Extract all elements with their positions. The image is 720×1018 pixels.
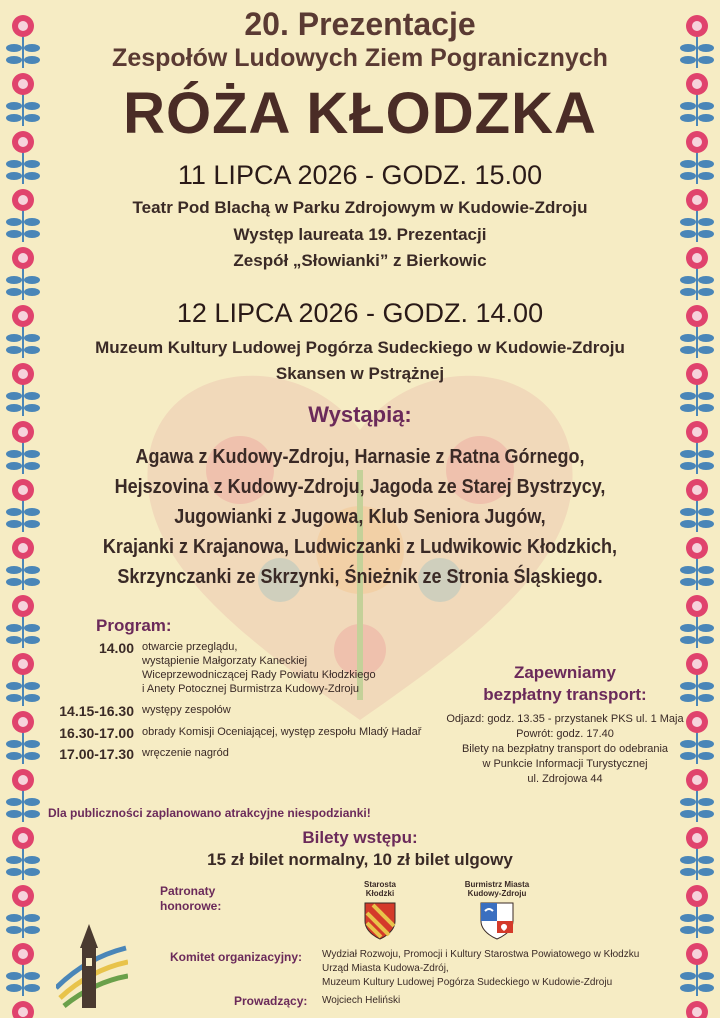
- folk-flower-icon: [680, 363, 714, 416]
- folk-flower-icon: [6, 827, 40, 880]
- program-time: 17.00-17.30: [59, 746, 134, 762]
- host-name: Wojciech Heliński: [322, 995, 401, 1006]
- patronage-label-line: honorowe:: [160, 899, 222, 913]
- program-time: 14.00: [98, 640, 134, 656]
- program-desc-line: i Anety Potocznej Burmistrza Kudowy-Zdroju: [142, 683, 360, 695]
- program-desc-line: wystąpienie Małgorzaty Kaneckiej: [142, 655, 308, 667]
- transport-title-2: bezpłatny transport:: [483, 685, 647, 704]
- patronage-label-line: Patronaty: [160, 884, 216, 898]
- crest-label: Burmistrz Miasta: [464, 880, 530, 889]
- folk-flower-icon: [6, 1001, 40, 1018]
- program-desc-line: Wiceprzewodniczącej Rady Powiatu Kłodzkiego: [142, 669, 376, 681]
- performers-title: Wystąpią:: [308, 402, 412, 427]
- folk-flower-icon: [6, 305, 40, 358]
- folk-flower-border-right-icon: [674, 0, 720, 1018]
- folk-flower-icon: [680, 885, 714, 938]
- tickets-title: Bilety wstępu:: [302, 828, 418, 847]
- folk-flower-icon: [6, 479, 40, 532]
- day2-venue2: Skansen w Pstrążnej: [275, 364, 445, 383]
- folk-flower-icon: [6, 943, 40, 996]
- performers-line: Krajanki z Krajanowa, Ludwiczanki z Ludwikowic Kłodzkich,: [102, 536, 618, 558]
- folk-flower-icon: [680, 305, 714, 358]
- day2-date: 12 LIPCA 2026 - GODZ. 14.00: [176, 298, 544, 328]
- program-desc: [142, 640, 376, 696]
- program-row: [48, 725, 438, 741]
- folk-flower-icon: [6, 769, 40, 822]
- day2-venue: Muzeum Kultury Ludowej Pogórza Sudeckiego w Kudowie-Zdroju: [95, 338, 625, 357]
- folk-flower-icon: [6, 595, 40, 648]
- folk-flower-icon: [6, 421, 40, 474]
- folk-flower-icon: [680, 131, 714, 184]
- crest-label: Kudowy-Zdroju: [467, 889, 527, 898]
- transport-title-1: Zapewniamy: [513, 663, 617, 682]
- folk-flower-icon: [6, 247, 40, 300]
- folk-flower-icon: [680, 421, 714, 474]
- day1-date: 11 LIPCA 2026 - GODZ. 15.00: [177, 160, 543, 190]
- transport-line: Powrót: godz. 17.40: [516, 728, 614, 740]
- program-row: [48, 703, 438, 719]
- folk-flower-icon: [680, 827, 714, 880]
- folk-flower-icon: [680, 479, 714, 532]
- folk-flower-border-left-icon: [0, 0, 46, 1018]
- folk-flower-icon: [680, 15, 714, 68]
- performers-list: [46, 442, 674, 592]
- patronage-label: [160, 884, 240, 914]
- transport-line: Odjazd: godz. 13.35 - przystanek PKS ul. 1 Maja: [446, 713, 684, 725]
- program-time: 16.30-17.00: [59, 725, 134, 741]
- committee-text: [322, 948, 639, 990]
- performers-line: Jugowianki z Jugowa, Klub Seniora Jugów,: [174, 506, 546, 528]
- program-row: [48, 746, 438, 762]
- program-desc: obrady Komisji Oceniającej, występ zespołu Mladý Hadař: [142, 726, 422, 738]
- folk-flower-icon: [6, 711, 40, 764]
- folk-flower-icon: [6, 73, 40, 126]
- program-desc: występy zespołów: [142, 704, 231, 716]
- crest-label: Kłodzki: [365, 889, 395, 898]
- edition-title: 20. Prezentacje: [244, 6, 476, 42]
- folk-flower-icon: [680, 73, 714, 126]
- kudowa-crest-icon: [479, 901, 515, 941]
- day1-note1: Występ laureata 19. Prezentacji: [233, 225, 487, 244]
- committee-line: Muzeum Kultury Ludowej Pogórza Sudeckiego w Kudowie-Zdroju: [322, 977, 613, 988]
- crest-starosta: [345, 880, 415, 941]
- folk-flower-icon: [680, 247, 714, 300]
- committee-label: Komitet organizacyjny:: [170, 950, 303, 964]
- folk-flower-icon: [680, 595, 714, 648]
- transport-line: ul. Zdrojowa 44: [527, 773, 603, 785]
- folk-flower-icon: [6, 885, 40, 938]
- program-row: [48, 640, 438, 696]
- folk-flower-icon: [6, 15, 40, 68]
- performers-line: Skrzynczanki ze Skrzynki, Śnieżnik ze Stronia Śląskiego.: [117, 566, 603, 588]
- folk-flower-icon: [6, 363, 40, 416]
- event-title: RÓŻA KŁODZKA: [123, 81, 597, 146]
- folk-flower-icon: [680, 943, 714, 996]
- folk-flower-icon: [680, 1001, 714, 1018]
- folk-flower-icon: [6, 189, 40, 242]
- crest-label: Starosta: [363, 880, 396, 889]
- program-desc: wręczenie nagród: [142, 747, 229, 759]
- kłodzko-crest-icon: [363, 901, 397, 941]
- folk-flower-icon: [6, 537, 40, 590]
- folk-flower-icon: [680, 189, 714, 242]
- surprise-note: Dla publiczności zaplanowano atrakcyjne niespodzianki!: [48, 806, 371, 820]
- committee-line: Urząd Miasta Kudowa-Zdrój,: [322, 963, 449, 974]
- performers-line: Agawa z Kudowy-Zdroju, Harnasie z Ratna Górnego,: [135, 446, 585, 468]
- program-time: 14.15-16.30: [59, 703, 134, 719]
- transport-line: w Punkcie Informacji Turystycznej: [482, 758, 648, 770]
- crest-burmistrz: [452, 880, 542, 941]
- performers-line: Hejszovina z Kudowy-Zdroju, Jagoda ze Starej Bystrzycy,: [114, 476, 606, 498]
- day1-note2: Zespół „Słowianki” z Bierkowic: [233, 251, 487, 270]
- host-label: Prowadzący:: [234, 994, 308, 1008]
- event-subtitle: Zespołów Ludowych Ziem Pogranicznych: [112, 44, 608, 72]
- tower-logo-icon: [56, 918, 128, 1014]
- folk-flower-icon: [680, 537, 714, 590]
- committee-line: Wydział Rozwoju, Promocji i Kultury Starostwa Powiatowego w Kłodzku: [322, 949, 640, 960]
- tickets-price: 15 zł bilet normalny, 10 zł bilet ulgowy: [207, 850, 513, 869]
- day1-venue: Teatr Pod Blachą w Parku Zdrojowym w Kudowie-Zdroju: [132, 198, 588, 217]
- program-desc-line: otwarcie przeglądu,: [142, 641, 238, 653]
- program-title: Program:: [96, 616, 172, 635]
- transport-box: [430, 662, 700, 787]
- folk-flower-icon: [6, 131, 40, 184]
- transport-line: Bilety na bezpłatny transport do odebrania: [461, 743, 669, 755]
- folk-flower-icon: [6, 653, 40, 706]
